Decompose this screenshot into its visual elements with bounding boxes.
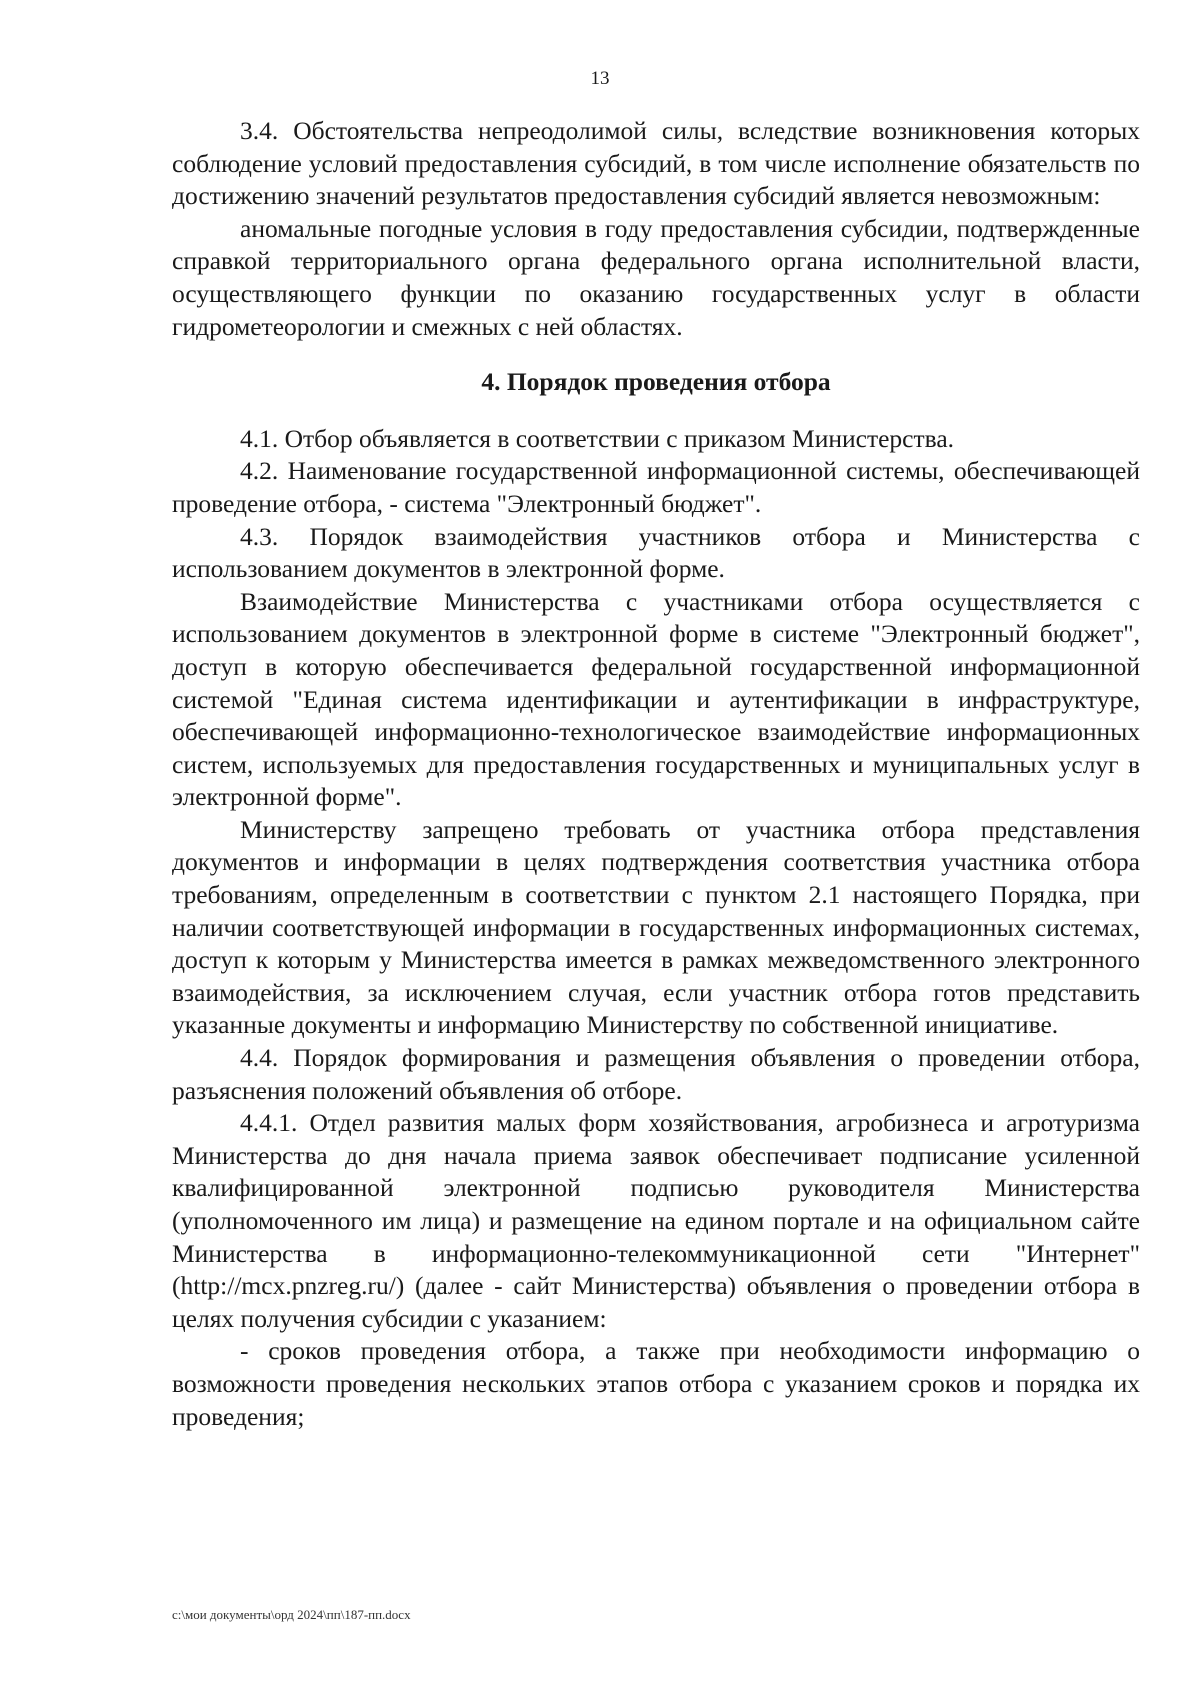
paragraph-4-4: 4.4. Порядок формирования и размещения объявления о проведении отбора, разъяснения положений объявления об отборе. (172, 1043, 1140, 1105)
paragraph-3-4: 3.4. Обстоятельства непреодолимой силы, вследствие возникновения которых соблюдение условий предоставления субсидий, в том числе исполнение обязательств по достижению значений результатов предоставления субсидий является невозможным: (172, 116, 1140, 211)
paragraph-4-1: 4.1. Отбор объявляется в соответствии с приказом Министерства. (240, 423, 955, 453)
paragraph-weather-conditions: аномальные погодные условия в году предоставления субсидии, подтвержденные справкой территориального органа федерального органа исполнительной власти, осуществляющего функции по оказанию государственных услуг в области гидрометеорологии и смежных с ней областях. (172, 213, 1140, 341)
paragraph-deadlines: - сроков проведения отбора, а также при необходимости информацию о возможности проведения нескольких этапов отбора с указанием сроков и порядка их проведения; (172, 1336, 1140, 1431)
paragraph-prohibition: Министерству запрещено требовать от участника отбора представления документов и информации в целях подтверждения соответствия участника отбора требованиям, определенным в соответствии с пунктом 2.1 настоящего Порядка, при наличии соответствующей информации в государственных информационных системах, доступ к которым у Министерства имеется в рамках межведомственного электронного взаимодействия, за исключением случая, если участник отбора готов представить указанные документы и информацию Министерству по собственной инициативе. (172, 814, 1140, 1040)
paragraph-4-3: 4.3. Порядок взаимодействия участников отбора и Министерства с использованием документов в электронной форме. (172, 521, 1140, 584)
document-body (172, 115, 1140, 1433)
page-number: 13 (590, 68, 610, 89)
footer-file-path: c:\мои документы\орд 2024\пп\187-пп.docx (172, 1607, 411, 1622)
paragraph-4-4-1: 4.4.1. Отдел развития малых форм хозяйствования, агробизнеса и агротуризма Министерства до дня начала приема заявок обеспечивает подписание усиленной квалифицированной электронной подписью руководителя Министерства (уполномоченного им лица) и размещение на едином портале и на официальном сайте Министерства в информационно-телекоммуникационной сети "Интернет" (http://mcx.pnzreg.ru/) (далее - сайт Министерства) объявления о проведении отбора в целях получения субсидии с указанием: (172, 1108, 1140, 1333)
section-heading: 4. Порядок проведения отбора (481, 367, 831, 397)
paragraph-interaction: Взаимодействие Министерства с участниками отбора осуществляется с использованием документов в электронной форме в системе "Электронный бюджет", доступ в которую обеспечивается федеральной государственной информационной системой "Единая система идентификации и аутентификации в инфраструктуре, обеспечивающей информационно-технологическое взаимодействие информационных систем, используемых для предоставления государственных и муниципальных услуг в электронной форме". (172, 586, 1140, 812)
paragraph-4-2: 4.2. Наименование государственной информационной системы, обеспечивающей проведение отбора, - система "Электронный бюджет". (172, 456, 1140, 518)
